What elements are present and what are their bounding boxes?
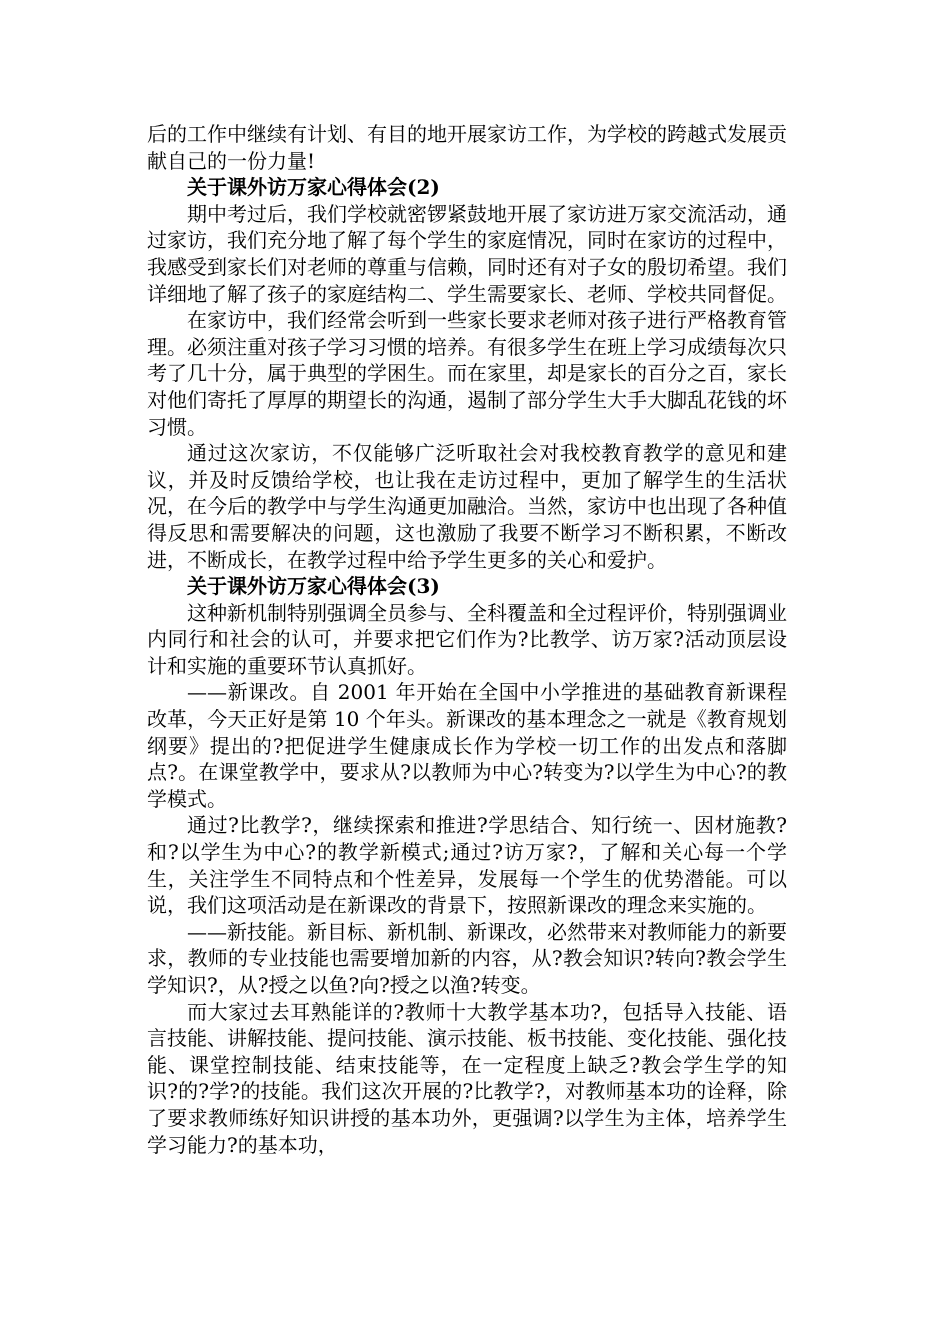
paragraph: 期中考过后，我们学校就密锣紧鼓地开展了家访进万家交流活动，通过家访，我们充分地了解了每个学生的家庭情况，同时在家访的过程中，我感受到家长们对老师的尊重与信赖，同时还有对子女的殷切希望。我们详细地了解了孩子的家庭结构二、学生需要家长、老师、学校共同督促。 [147,201,787,306]
intro-paragraph: 后的工作中继续有计划、有目的地开展家访工作，为学校的跨越式发展贡献自己的一份力量! [147,122,787,173]
paragraph: 通过?比教学?，继续探索和推进?学思结合、知行统一、因材施教?和?以学生为中心?的教学新模式;通过?访万家?，了解和关心每一个学生，关注学生不同特点和个性差异，发展每一个学生的优势潜能。可以说，我们这项活动是在新课改的背景下，按照新课改的理念来实施的。 [147,813,787,918]
section-heading: 关于课外访万家心得体会(3) [187,574,440,599]
section-heading: 关于课外访万家心得体会(2) [187,175,440,200]
paragraph: ——新课改。自 2001 年开始在全国中小学推进的基础教育新课程改革，今天正好是第 10 个年头。新课改的基本理念之一就是《教育规划纲要》提出的?把促进学生健康成长作为学校一切工作的出发点和落脚点?。在课堂教学中，要求从?以教师为中心?转变为?以学生为中心?的教学模式。 [147,680,787,811]
section-2 [147,174,787,573]
section-3 [147,573,787,1158]
paragraph: 而大家过去耳熟能详的?教师十大教学基本功?，包括导入技能、语言技能、讲解技能、提问技能、演示技能、板书技能、变化技能、强化技能、课堂控制技能、结束技能等，在一定程度上缺乏?教会学生学的知识?的?学?的技能。我们这次开展的?比教学?，对教师基本功的诠释，除了要求教师练好知识讲授的基本功外，更强调?以学生为主体，培养学生学习能力?的基本功， [147,999,787,1157]
document-page [147,121,787,1158]
paragraph: ——新技能。新目标、新机制、新课改，必然带来对教师能力的新要求，教师的专业技能也需要增加新的内容，从?教会知识?转向?教会学生学知识?，从?授之以鱼?向?授之以渔?转变。 [147,919,787,997]
paragraph: 在家访中，我们经常会听到一些家长要求老师对孩子进行严格教育管理。必须注重对孩子学习习惯的培养。有很多学生在班上学习成绩每次只考了几十分，属于典型的学困生。而在家里，却是家长的百分之百，家长对他们寄托了厚厚的期望长的沟通，遏制了部分学生大手大脚乱花钱的坏习惯。 [147,308,787,439]
paragraph: 通过这次家访，不仅能够广泛听取社会对我校教育教学的意见和建议，并及时反馈给学校，也让我在走访过程中，更加了解学生的生活状况，在今后的教学中与学生沟通更加融洽。当然，家访中也出现了各种值得反思和需要解决的问题，这也激励了我要不断学习不断积累，不断改进，不断成长，在教学过程中给予学生更多的关心和爱护。 [147,441,787,572]
paragraph: 这种新机制特别强调全员参与、全科覆盖和全过程评价，特别强调业内同行和社会的认可，并要求把它们作为?比教学、访万家?活动顶层设计和实施的重要环节认真抓好。 [147,600,787,678]
